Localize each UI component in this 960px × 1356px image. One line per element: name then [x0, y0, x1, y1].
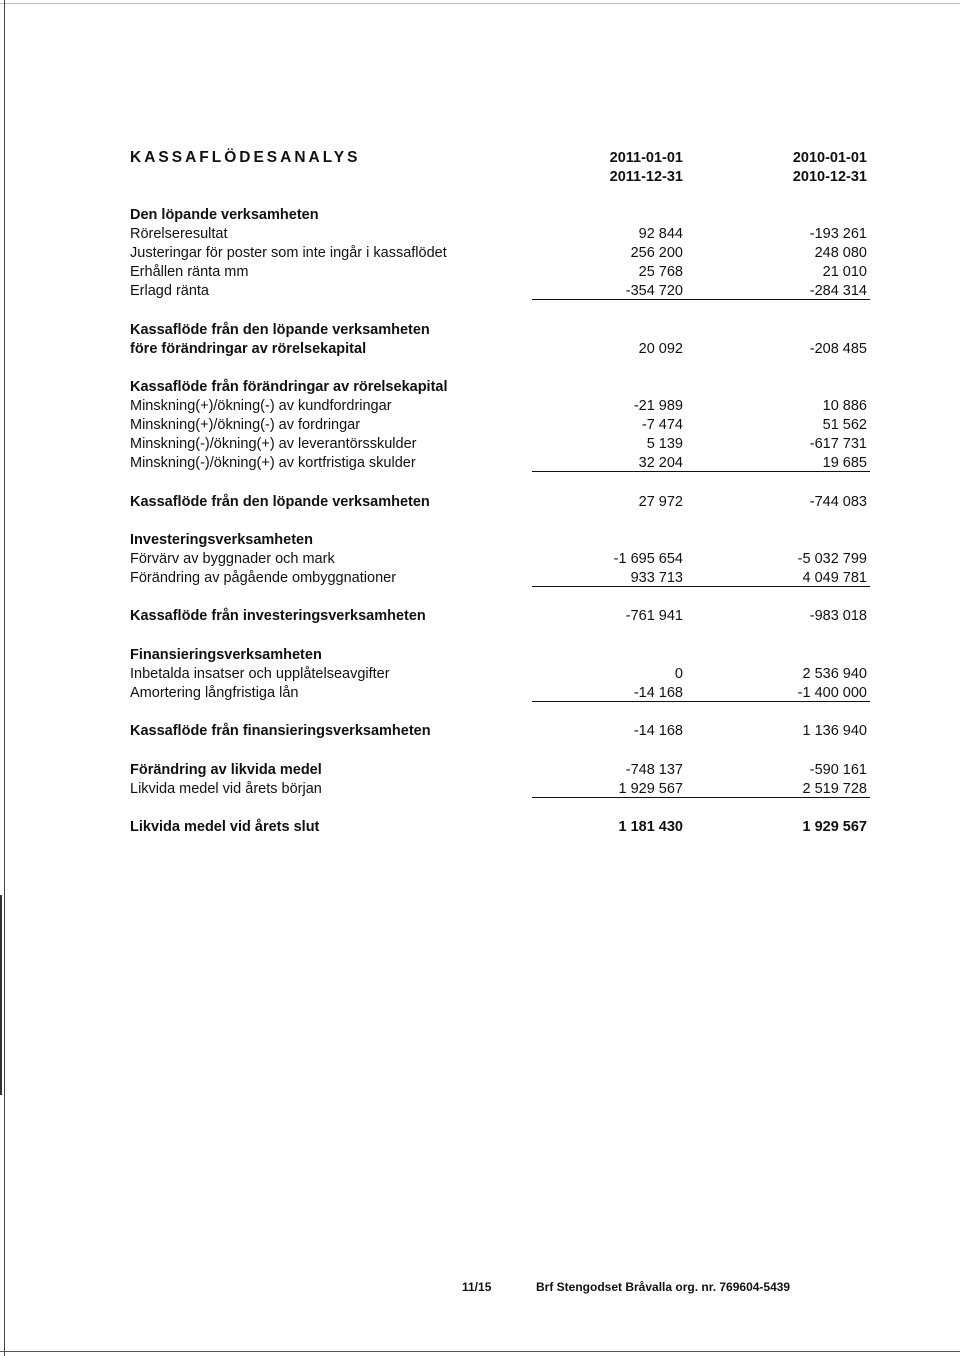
table-row — [130, 760, 870, 780]
row-label: Erhållen ränta mm — [130, 264, 249, 280]
row-label: Likvida medel vid årets början — [130, 781, 322, 797]
row-value-current: 20 092 — [638, 341, 683, 357]
row-label: Minskning(+)/ökning(-) av kundfordringar — [130, 398, 392, 414]
section-heading: Investeringsverksamheten — [130, 532, 313, 548]
report-title: KASSAFLÖDESANALYS — [130, 149, 361, 166]
previous-period-to: 2010-12-31 — [792, 169, 867, 185]
row-value-previous: -744 083 — [809, 494, 867, 510]
table-row — [130, 262, 870, 282]
table-row — [130, 549, 870, 569]
table-row — [130, 683, 870, 703]
row-value-current: 5 139 — [646, 436, 683, 452]
row-value-previous: -284 314 — [700, 281, 870, 300]
row-value-current: 933 713 — [532, 568, 702, 587]
header-row-to — [130, 167, 870, 187]
row-value-current: -14 168 — [532, 683, 702, 702]
row-value-current: -7 474 — [641, 417, 683, 433]
row-value-previous: -590 161 — [809, 762, 867, 778]
row-value-previous: 2 536 940 — [802, 666, 867, 682]
table-row — [130, 817, 870, 837]
row-value-current: 32 204 — [532, 453, 702, 472]
total-label: Likvida medel vid årets slut — [130, 819, 320, 835]
table-row — [130, 530, 870, 550]
row-value-current: 92 844 — [638, 226, 683, 242]
page-number: 11/15 — [462, 1280, 492, 1294]
row-label: Inbetalda insatser och upplåtelseavgifter — [130, 666, 390, 682]
row-value-previous: 19 685 — [700, 453, 870, 472]
organization-info: Brf Stengodset Bråvalla org. nr. 769604-5439 — [536, 1280, 791, 1294]
row-value-current: -354 720 — [532, 281, 702, 300]
row-value-current: -14 168 — [633, 723, 683, 739]
table-row — [130, 377, 870, 397]
table-row — [130, 645, 870, 665]
row-value-previous: 51 562 — [822, 417, 867, 433]
row-value-previous: 4 049 781 — [700, 568, 870, 587]
row-value-current: 1 181 430 — [618, 819, 683, 835]
current-period-to: 2011-12-31 — [609, 169, 683, 185]
table-row — [130, 415, 870, 435]
row-value-previous: 248 080 — [814, 245, 867, 261]
row-value-current: 0 — [674, 666, 683, 682]
table-row — [130, 281, 870, 301]
row-value-current: -748 137 — [625, 762, 683, 778]
row-value-previous: -5 032 799 — [797, 551, 867, 567]
row-label: Förvärv av byggnader och mark — [130, 551, 335, 567]
row-value-previous: -208 485 — [809, 341, 867, 357]
table-row — [130, 339, 870, 359]
table-row — [130, 396, 870, 416]
row-label: Amortering långfristiga lån — [130, 685, 299, 701]
row-value-current: -1 695 654 — [613, 551, 683, 567]
row-value-previous: 10 886 — [822, 398, 867, 414]
row-label: Minskning(-)/ökning(+) av leverantörsskulder — [130, 436, 417, 452]
row-value-current: -21 989 — [633, 398, 683, 414]
row-label: Minskning(-)/ökning(+) av kortfristiga skulder — [130, 455, 416, 471]
table-row — [130, 721, 870, 741]
row-value-current: 25 768 — [638, 264, 683, 280]
table-row — [130, 779, 870, 799]
row-value-current: -761 941 — [625, 608, 683, 624]
table-row — [130, 606, 870, 626]
current-period-from: 2011-01-01 — [609, 150, 683, 166]
row-value-current: 27 972 — [638, 494, 683, 510]
row-label: Minskning(+)/ökning(-) av fordringar — [130, 417, 361, 433]
page-edge-bottom — [0, 1351, 960, 1352]
row-value-previous: 21 010 — [822, 264, 867, 280]
row-value-previous: -193 261 — [809, 226, 867, 242]
row-value-previous: -983 018 — [809, 608, 867, 624]
table-row — [130, 492, 870, 512]
row-value-previous: 1 136 940 — [802, 723, 867, 739]
table-row — [130, 434, 870, 454]
table-row — [130, 664, 870, 684]
section-heading: Finansieringsverksamheten — [130, 647, 322, 663]
row-value-previous: 1 929 567 — [802, 819, 867, 835]
row-value-previous: 2 519 728 — [700, 779, 870, 798]
subtotal-label: före förändringar av rörelsekapital — [130, 341, 367, 357]
row-value-current: 1 929 567 — [532, 779, 702, 798]
subtotal-label: Förändring av likvida medel — [130, 762, 322, 778]
table-row — [130, 320, 870, 340]
page-edge-left — [4, 0, 5, 1356]
page-footer — [0, 1280, 960, 1296]
section-heading: Kassaflöde från förändringar av rörelsekapital — [130, 379, 448, 395]
header-row — [130, 148, 870, 168]
page-edge-top — [0, 3, 960, 4]
subtotal-label: Kassaflöde från den löpande verksamheten — [130, 322, 430, 338]
scan-edge-mark — [0, 895, 2, 1095]
row-label: Erlagd ränta — [130, 283, 209, 299]
row-label: Justeringar för poster som inte ingår i kassaflödet — [130, 245, 447, 261]
table-row — [130, 568, 870, 588]
previous-period-from: 2010-01-01 — [792, 150, 867, 166]
subtotal-label: Kassaflöde från finansieringsverksamheten — [130, 723, 431, 739]
row-value-current: 256 200 — [630, 245, 683, 261]
table-row — [130, 224, 870, 244]
subtotal-label: Kassaflöde från investeringsverksamheten — [130, 608, 426, 624]
row-value-previous: -617 731 — [809, 436, 867, 452]
table-row — [130, 205, 870, 225]
table-row — [130, 453, 870, 473]
row-value-previous: -1 400 000 — [700, 683, 870, 702]
table-row — [130, 243, 870, 263]
row-label: Förändring av pågående ombyggnationer — [130, 570, 397, 586]
row-label: Rörelseresultat — [130, 226, 228, 242]
section-heading: Den löpande verksamheten — [130, 207, 319, 223]
subtotal-label: Kassaflöde från den löpande verksamheten — [130, 494, 430, 510]
